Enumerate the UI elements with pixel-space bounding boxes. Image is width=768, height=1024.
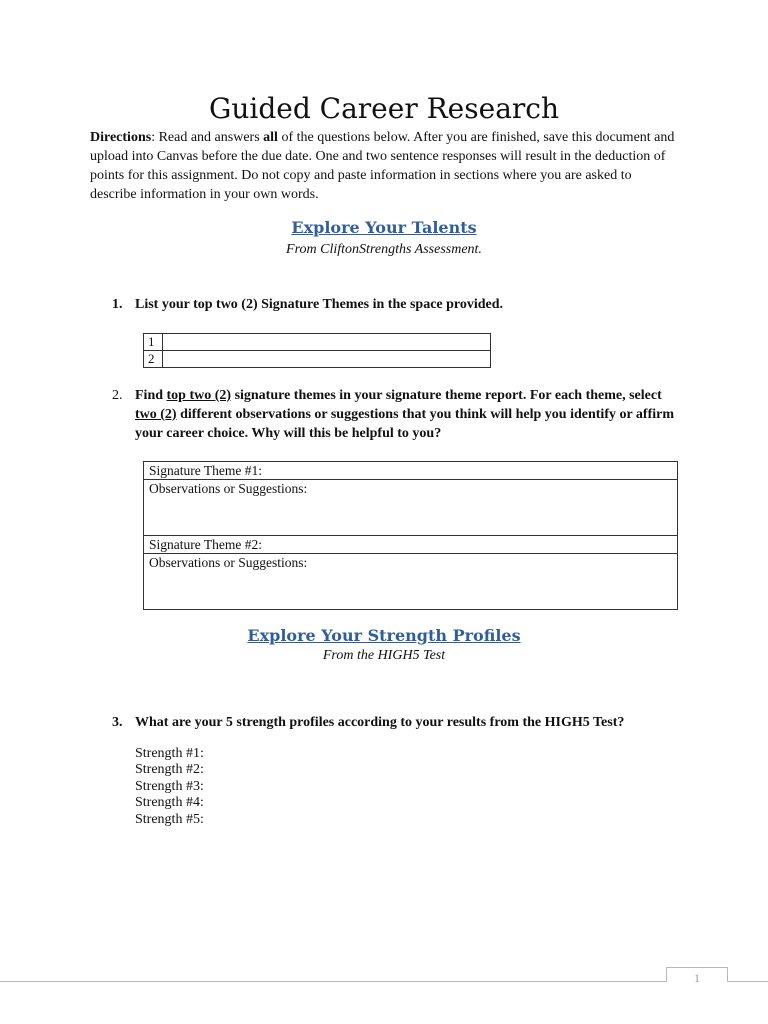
directions-text-2: of the questions below. After you are finished, save this document and upload into Canvas before the due date. One and two sentence responses will result in the deduction of points for this assignment. Do not copy and paste information in sections where you are asked to describe information in your own words.	[90, 130, 675, 202]
directions-emphasis-all: all	[263, 130, 278, 145]
table-row	[144, 536, 678, 554]
table-row	[144, 480, 678, 536]
strength-item-4[interactable]: Strength #4:	[135, 795, 204, 811]
signature-themes-table	[143, 333, 491, 368]
question-2-number: 2.	[112, 388, 123, 403]
observations-1-cell[interactable]: Observations or Suggestions:	[144, 480, 678, 536]
footer-divider	[0, 981, 768, 982]
question-2-text-part: different observations or suggestions that you think will help you identify or affirm your career choice. Why will this be helpful to you?	[135, 407, 675, 441]
table-row	[144, 554, 678, 610]
strength-item-3[interactable]: Strength #3:	[135, 778, 204, 794]
row-number: 2	[144, 351, 163, 368]
signature-theme-observations-table	[143, 461, 678, 610]
strength-item-2[interactable]: Strength #2:	[135, 762, 204, 778]
observations-2-cell[interactable]: Observations or Suggestions:	[144, 554, 678, 610]
signature-theme-1-field[interactable]	[163, 334, 491, 351]
row-number: 1	[144, 334, 163, 351]
strength-item-1[interactable]: Strength #1:	[135, 746, 204, 761]
directions-label: Directions	[90, 130, 152, 145]
signature-theme-2-field[interactable]	[163, 351, 491, 368]
question-2-text-part: Find	[135, 388, 167, 403]
question-1-text: List your top two (2) Signature Themes in the space provided.	[135, 297, 504, 312]
section-heading-strength-profiles[interactable]: Explore Your Strength Profiles	[247, 626, 521, 645]
question-2-text-part: signature themes in your signature theme report. For each theme, select	[231, 388, 662, 403]
question-2-underline: top two (2)	[166, 388, 232, 403]
strength-list	[135, 746, 204, 828]
page-number: 1	[666, 967, 728, 982]
directions-paragraph	[90, 128, 680, 204]
signature-theme-2-cell[interactable]: Signature Theme #2:	[144, 536, 678, 554]
table-row	[144, 334, 491, 351]
signature-theme-1-cell[interactable]: Signature Theme #1:	[144, 462, 678, 480]
question-1-number: 1.	[112, 297, 123, 312]
question-2-text	[135, 386, 675, 443]
table-row	[144, 462, 678, 480]
document-title: Guided Career Research	[209, 92, 559, 125]
section-subheading-strength-profiles: From the HIGH5 Test	[322, 648, 446, 663]
section-heading-talents[interactable]: Explore Your Talents	[291, 218, 477, 237]
strength-item-5[interactable]: Strength #5:	[135, 811, 204, 827]
table-row	[144, 351, 491, 368]
directions-text-1: : Read and answers	[151, 130, 264, 145]
section-subheading-talents: From CliftonStrengths Assessment.	[286, 242, 482, 257]
question-3-text: What are your 5 strength profiles according to your results from the HIGH5 Test?	[135, 715, 625, 730]
question-3-number: 3.	[112, 715, 123, 730]
question-2-underline: two (2)	[135, 407, 177, 422]
